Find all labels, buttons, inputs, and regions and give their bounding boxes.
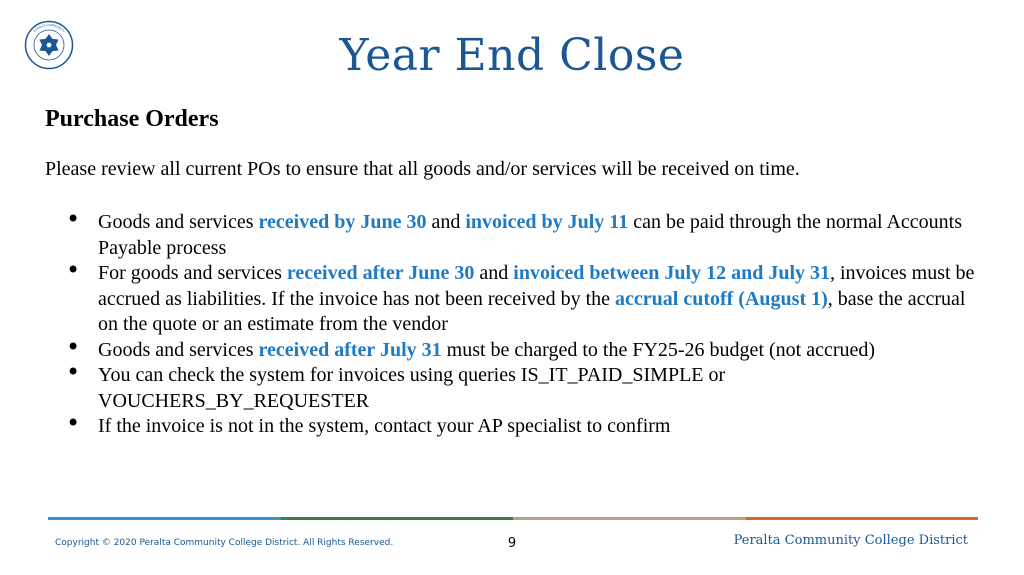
bullet-item bbox=[64, 358, 984, 414]
slide-title: Year End Close bbox=[339, 30, 685, 81]
footer-line-segment bbox=[281, 517, 514, 520]
bullet-dot-icon: • bbox=[66, 409, 81, 437]
bullet-item bbox=[64, 332, 984, 364]
bullet-dot-icon: • bbox=[66, 358, 81, 386]
footer-divider bbox=[48, 517, 978, 520]
bullet-item bbox=[64, 409, 984, 440]
bullet-item bbox=[64, 256, 984, 338]
page-number: 9 bbox=[507, 536, 517, 551]
bullet-text: and bbox=[426, 211, 466, 233]
svg-text:PERALTA COMMUNITY: PERALTA COMMUNITY bbox=[32, 22, 66, 34]
footer-line-segment bbox=[746, 517, 979, 520]
highlight-text: invoiced between July 12 and July 31 bbox=[513, 262, 830, 284]
section-heading: Purchase Orders bbox=[45, 106, 219, 132]
bullet-text: Goods and services bbox=[98, 211, 259, 233]
highlight-text: received by June 30 bbox=[258, 211, 427, 233]
bullet-dot-icon: • bbox=[66, 332, 81, 361]
bullet-list bbox=[64, 205, 984, 440]
bullet-dot-icon: • bbox=[66, 256, 81, 284]
bullet-text: , invoices must be accrued as liabilities. If the invoice has not been received by the bbox=[98, 262, 975, 310]
bullet-text: For goods and services bbox=[98, 262, 287, 284]
highlight-text: received after July 31 bbox=[258, 338, 442, 361]
highlight-text: received after June 30 bbox=[286, 262, 475, 284]
bullet-text: must be charged to the FY25-26 budget (not accrued) bbox=[441, 338, 876, 361]
bullet-text: You can check the system for invoices using queries IS_IT_PAID_SIMPLE or VOUCHERS_BY_REQUESTER bbox=[98, 364, 726, 412]
bullet-text: and bbox=[474, 262, 514, 284]
highlight-text: accrual cutoff (August 1) bbox=[615, 287, 828, 310]
bullet-text: Goods and services bbox=[98, 338, 259, 361]
bullet-text: , base the accrual on the quote or an estimate from the vendor bbox=[98, 287, 966, 335]
intro-text: Please review all current POs to ensure that all goods and/or services will be received on time. bbox=[45, 158, 800, 180]
bullet-dot-icon: • bbox=[66, 205, 81, 233]
highlight-text: invoiced by July 11 bbox=[465, 211, 629, 233]
copyright-text: Copyright © 2020 Peralta Community College District. All Rights Reserved. bbox=[55, 538, 394, 548]
bullet-text: can be paid through the normal Accounts Payable process bbox=[98, 211, 962, 259]
bullet-text: If the invoice is not in the system, contact your AP specialist to confirm bbox=[98, 415, 671, 437]
brand-name: Peralta Community College District bbox=[733, 533, 968, 548]
bullet-item bbox=[64, 205, 984, 261]
footer-line-segment bbox=[48, 517, 281, 520]
footer-line-segment bbox=[513, 517, 746, 520]
